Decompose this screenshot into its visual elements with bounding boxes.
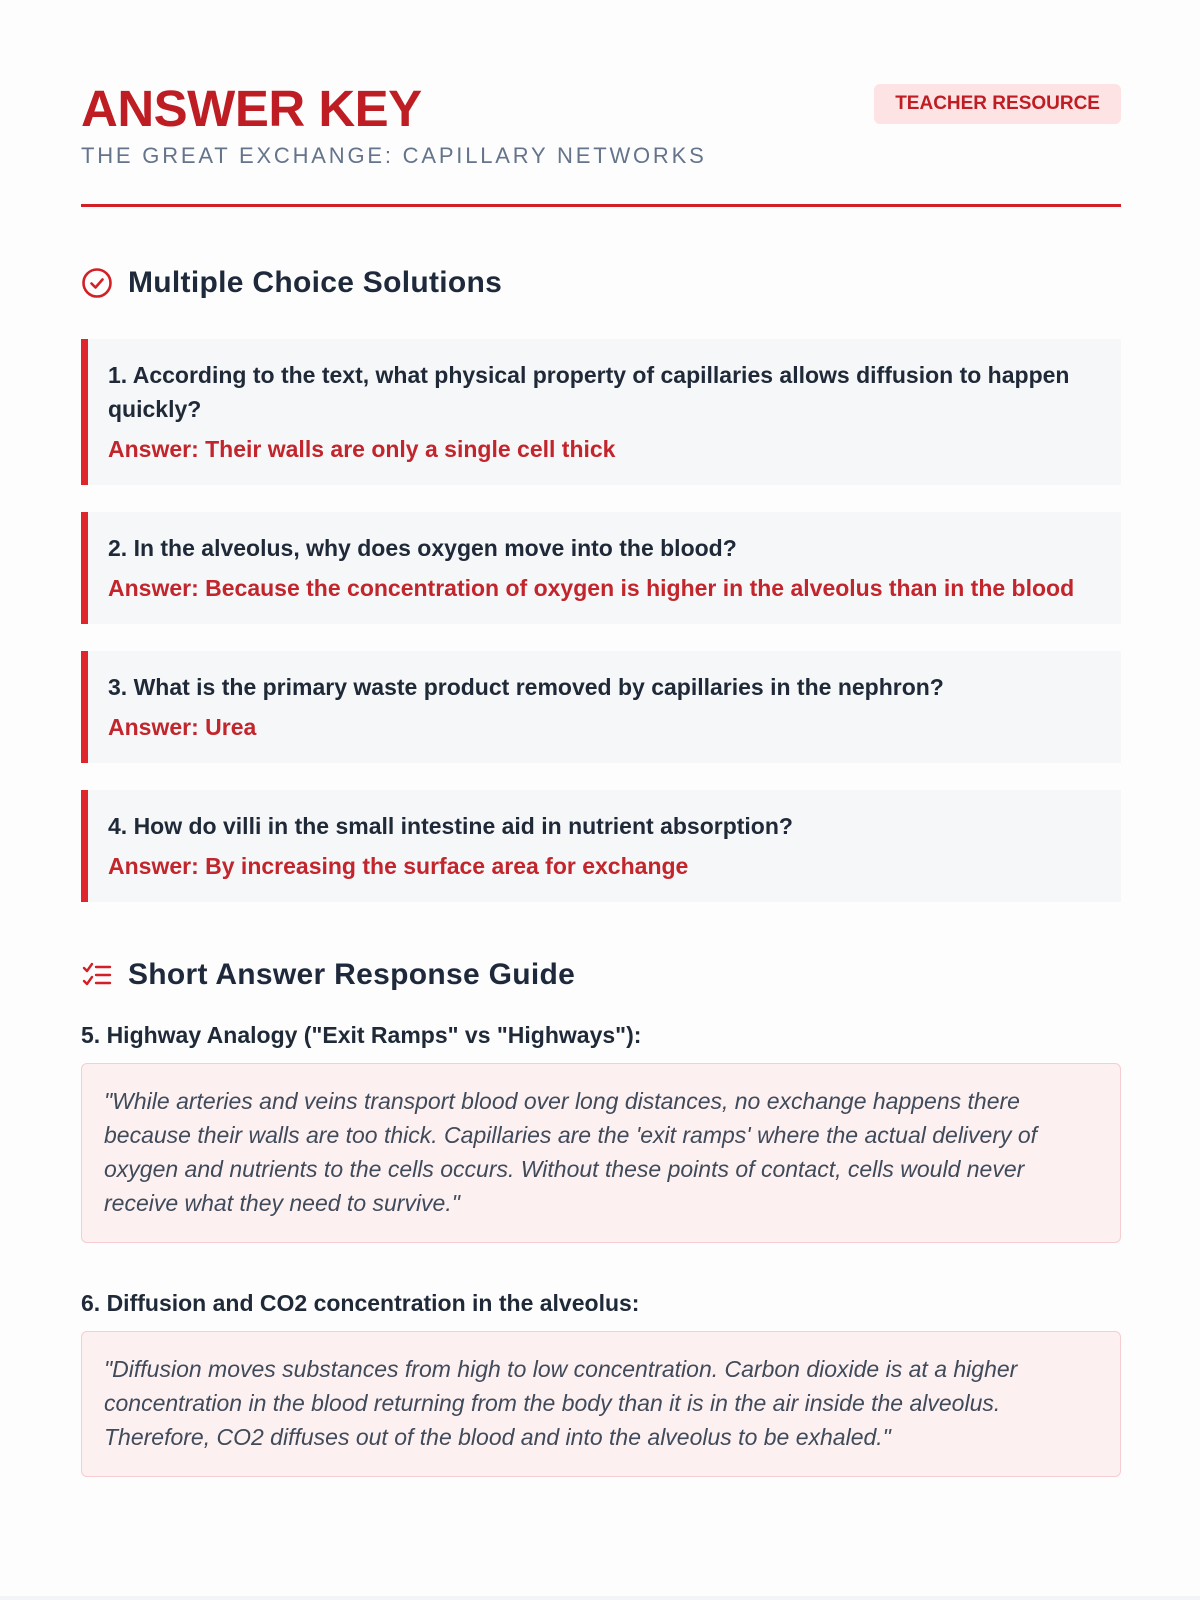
- multiple-choice-title: Multiple Choice Solutions: [128, 266, 503, 299]
- mc-card-3: [81, 651, 1121, 763]
- mc-answer: Answer: Because the concentration of oxygen is higher in the alveolus than in the blood: [108, 575, 1075, 601]
- multiple-choice-heading: [81, 261, 1121, 305]
- short-answer-heading: [81, 953, 1121, 997]
- short-answer-response: "Diffusion moves substances from high to low concentration. Carbon dioxide is at a higher concentration in the blood returning from the body than it is in the air inside the alveolus. Therefore, CO2 diffuses out of the blood and into the alveolus to be exhaled.": [81, 1331, 1121, 1477]
- short-answer-title: Short Answer Response Guide: [128, 958, 576, 991]
- short-answer-label: 5. Highway Analogy ("Exit Ramps" vs "Highways"):: [81, 1022, 642, 1048]
- short-answer-item-6: [81, 1287, 1121, 1477]
- mc-card-1: [81, 339, 1121, 485]
- page-subtitle: THE GREAT EXCHANGE: CAPILLARY NETWORKS: [81, 143, 707, 168]
- mc-question: 2. In the alveolus, why does oxygen move into the blood?: [108, 535, 737, 561]
- short-answer-label: 6. Diffusion and CO2 concentration in the alveolus:: [81, 1290, 640, 1316]
- mc-card-2: [81, 512, 1121, 624]
- multiple-choice-list: [81, 339, 1121, 902]
- page-title: ANSWER KEY: [81, 80, 422, 137]
- mc-card-4: [81, 790, 1121, 902]
- mc-answer: Answer: By increasing the surface area for exchange: [108, 853, 689, 879]
- mc-answer: Answer: Their walls are only a single cell thick: [108, 436, 616, 462]
- check-circle-icon: [81, 267, 113, 299]
- mc-question: 3. What is the primary waste product removed by capillaries in the nephron?: [108, 674, 944, 700]
- mc-answer: Answer: Urea: [108, 714, 257, 740]
- short-answer-item-5: [81, 1019, 1121, 1243]
- mc-question: 1. According to the text, what physical property of capillaries allows diffusion to happen quickly?: [108, 362, 1070, 422]
- short-answer-response: "While arteries and veins transport blood over long distances, no exchange happens there because their walls are too thick. Capillaries are the 'exit ramps' where the actual delivery of oxygen and nutrients to the cells occurs. Without these points of contact, cells would never receive what they need to survive.": [81, 1063, 1121, 1243]
- mc-question: 4. How do villi in the small intestine aid in nutrient absorption?: [108, 813, 793, 839]
- checklist-icon: [81, 959, 113, 991]
- page-header: [81, 0, 1121, 207]
- page-content: [81, 0, 1121, 1477]
- teacher-resource-badge: TEACHER RESOURCE: [874, 84, 1121, 124]
